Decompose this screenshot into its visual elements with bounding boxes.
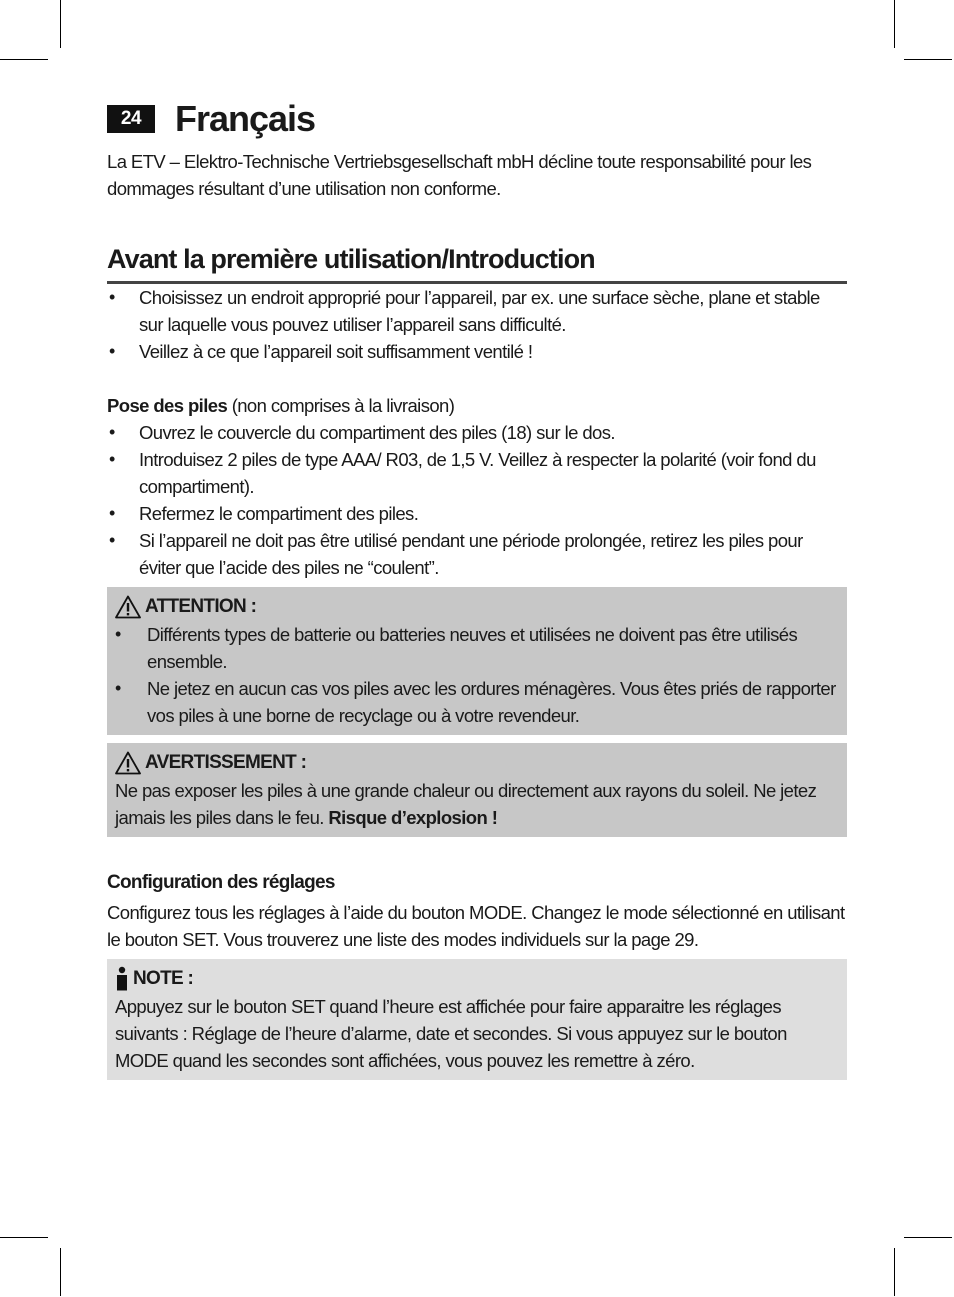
crop-mark bbox=[60, 1248, 61, 1296]
crop-mark bbox=[60, 0, 61, 48]
batteries-heading bbox=[107, 392, 847, 419]
crop-mark bbox=[894, 0, 895, 48]
note-title-row bbox=[115, 965, 839, 993]
bullet-icon: • bbox=[109, 287, 115, 307]
configuration-text: Configurez tous les réglages à l’aide du bouton MODE. Changez le mode sélectionné en utilisant le bouton SET. Vous trouverez une liste des modes individuels sur la page 29. bbox=[107, 902, 845, 950]
list-item: • Choisissez un endroit approprié pour l’appareil, par ex. une surface sèche, plane et stable sur laquelle vous pouvez utiliser l’appareil sans difficulté. bbox=[107, 284, 847, 338]
warning-triangle-icon bbox=[115, 751, 141, 775]
batteries-title: Pose des piles bbox=[107, 395, 228, 416]
liability-disclaimer: La ETV – Elektro-Technische Vertriebsgesellschaft mbH décline toute responsabilité pour les dommages résultant d’une utilisation non conforme. bbox=[107, 151, 812, 199]
section-title: Avant la première utilisation/Introduction bbox=[107, 244, 847, 284]
list-item: • Si l’appareil ne doit pas être utilisé pendant une période prolongée, retirez les piles pour éviter que l’acide des piles ne “coulent”. bbox=[107, 527, 847, 581]
bullet-icon: • bbox=[115, 678, 121, 698]
bullet-icon: • bbox=[109, 503, 115, 523]
attention-bullet-list bbox=[115, 621, 839, 729]
batteries-bullet-list bbox=[107, 419, 847, 581]
list-item: • Introduisez 2 piles de type AAA/ R03, de 1,5 V. Veillez à respecter la polarité (voir fond du compartiment). bbox=[107, 446, 847, 500]
intro-bullet-list bbox=[107, 284, 847, 365]
bullet-icon: • bbox=[109, 341, 115, 361]
bullet-icon: • bbox=[109, 422, 115, 442]
warning-box bbox=[107, 743, 847, 837]
crop-mark bbox=[0, 1237, 48, 1238]
note-text: Appuyez sur le bouton SET quand l’heure est affichée pour faire apparaitre les réglages suivants : Réglage de l’heure d’alarme, date et secondes. Si vous appuyez sur le bouton MODE quand les secondes sont affichées, vous pouvez les remettre à zéro. bbox=[115, 996, 787, 1071]
page-header bbox=[107, 96, 847, 142]
list-item: • Ouvrez le couvercle du compartiment des piles (18) sur le dos. bbox=[107, 419, 847, 446]
crop-mark bbox=[904, 1237, 952, 1238]
manual-page bbox=[107, 96, 847, 1080]
warning-title-row bbox=[115, 749, 839, 777]
crop-mark bbox=[0, 59, 48, 60]
list-item: • Refermez le compartiment des piles. bbox=[107, 500, 847, 527]
crop-mark bbox=[894, 1248, 895, 1296]
bullet-icon: • bbox=[115, 624, 121, 644]
warning-text: Ne pas exposer les piles à une grande chaleur ou directement aux rayons du soleil. Ne jetez jamais les piles dans le feu. Risque d’explosion ! bbox=[115, 780, 817, 828]
bullet-icon: • bbox=[109, 530, 115, 550]
note-title: NOTE : bbox=[133, 968, 194, 989]
list-item: • Différents types de batterie ou batteries neuves et utilisées ne doivent pas être utilisés ensemble. bbox=[115, 621, 839, 675]
crop-mark bbox=[904, 59, 952, 60]
attention-title-row bbox=[115, 593, 839, 621]
info-icon bbox=[115, 966, 129, 992]
language-title: Français bbox=[175, 98, 316, 139]
batteries-note: (non comprises à la livraison) bbox=[231, 395, 455, 416]
list-item: • Veillez à ce que l’appareil soit suffisamment ventilé ! bbox=[107, 338, 847, 365]
warning-emphasis: Risque d’explosion ! bbox=[328, 807, 498, 828]
attention-title: ATTENTION : bbox=[145, 596, 257, 617]
note-box bbox=[107, 959, 847, 1080]
bullet-icon: • bbox=[109, 449, 115, 469]
list-item: • Ne jetez en aucun cas vos piles avec les ordures ménagères. Vous êtes priés de rapporter vos piles à une borne de recyclage ou à votre revendeur. bbox=[115, 675, 839, 729]
warning-title: AVERTISSEMENT : bbox=[145, 752, 307, 773]
configuration-title: Configuration des réglages bbox=[107, 872, 335, 893]
attention-box bbox=[107, 587, 847, 735]
warning-triangle-icon bbox=[115, 595, 141, 619]
page-number-badge: 24 bbox=[107, 105, 155, 133]
